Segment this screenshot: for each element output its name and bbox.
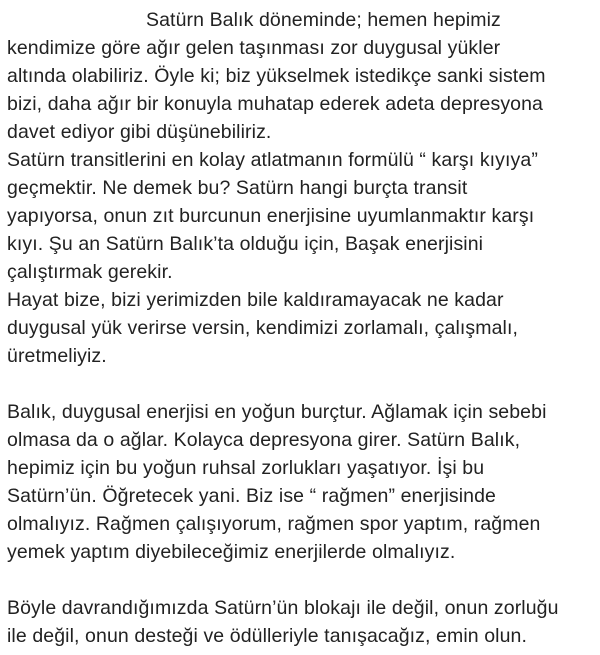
text-line: yemek yaptım diyebileceğimiz enerjilerde olmalıyız.	[7, 541, 456, 563]
text-line: geçmektir. Ne demek bu? Satürn hangi burçta transit	[7, 177, 468, 199]
text-line: davet ediyor gibi düşünebiliriz.	[7, 121, 272, 143]
text-line: altında olabiliriz. Öyle ki; biz yükselmek istedikçe sanki sistem	[7, 65, 546, 87]
text-line: yapıyorsa, onun zıt burcunun enerjisine uyumlanmaktır karşı	[7, 205, 535, 227]
text-line: Böyle davrandığımızda Satürn’ün blokajı ile değil, onun zorluğu	[7, 597, 559, 619]
text-line: kıyı. Şu an Satürn Balık’ta olduğu için, Başak enerjisini	[7, 233, 484, 255]
text-line: hepimiz için bu yoğun ruhsal zorlukları yaşatıyor. İşi bu	[7, 457, 485, 479]
text-line: Hayat bize, bizi yerimizden bile kaldıramayacak ne kadar	[7, 289, 504, 311]
text-line: Satürn Balık döneminde; hemen hepimiz	[146, 9, 501, 31]
text-line: çalıştırmak gerekir.	[7, 261, 173, 283]
text-line: üretmeliyiz.	[7, 345, 107, 367]
text-line: olmasa da o ağlar. Kolayca depresyona girer. Satürn Balık,	[7, 429, 521, 451]
text-line: ile değil, onun desteği ve ödülleriyle tanışacağız, emin olun.	[7, 625, 528, 647]
text-line: bizi, daha ağır bir konuyla muhatap ederek adeta depresyona	[7, 93, 543, 115]
text-line: Satürn transitlerini en kolay atlatmanın formülü “ karşı kıyıya”	[7, 149, 538, 171]
text-line: olmalıyız. Rağmen çalışıyorum, rağmen spor yaptım, rağmen	[7, 513, 541, 535]
text-line: duygusal yük verirse versin, kendimizi zorlamalı, çalışmalı,	[7, 317, 518, 339]
text-line: Balık, duygusal enerjisi en yoğun burçtur. Ağlamak için sebebi	[7, 401, 547, 423]
text-line: Satürn’ün. Öğretecek yani. Biz ise “ rağmen” enerjisinde	[7, 485, 496, 507]
text-line: kendimize göre ağır gelen taşınması zor duygusal yükler	[7, 37, 501, 59]
